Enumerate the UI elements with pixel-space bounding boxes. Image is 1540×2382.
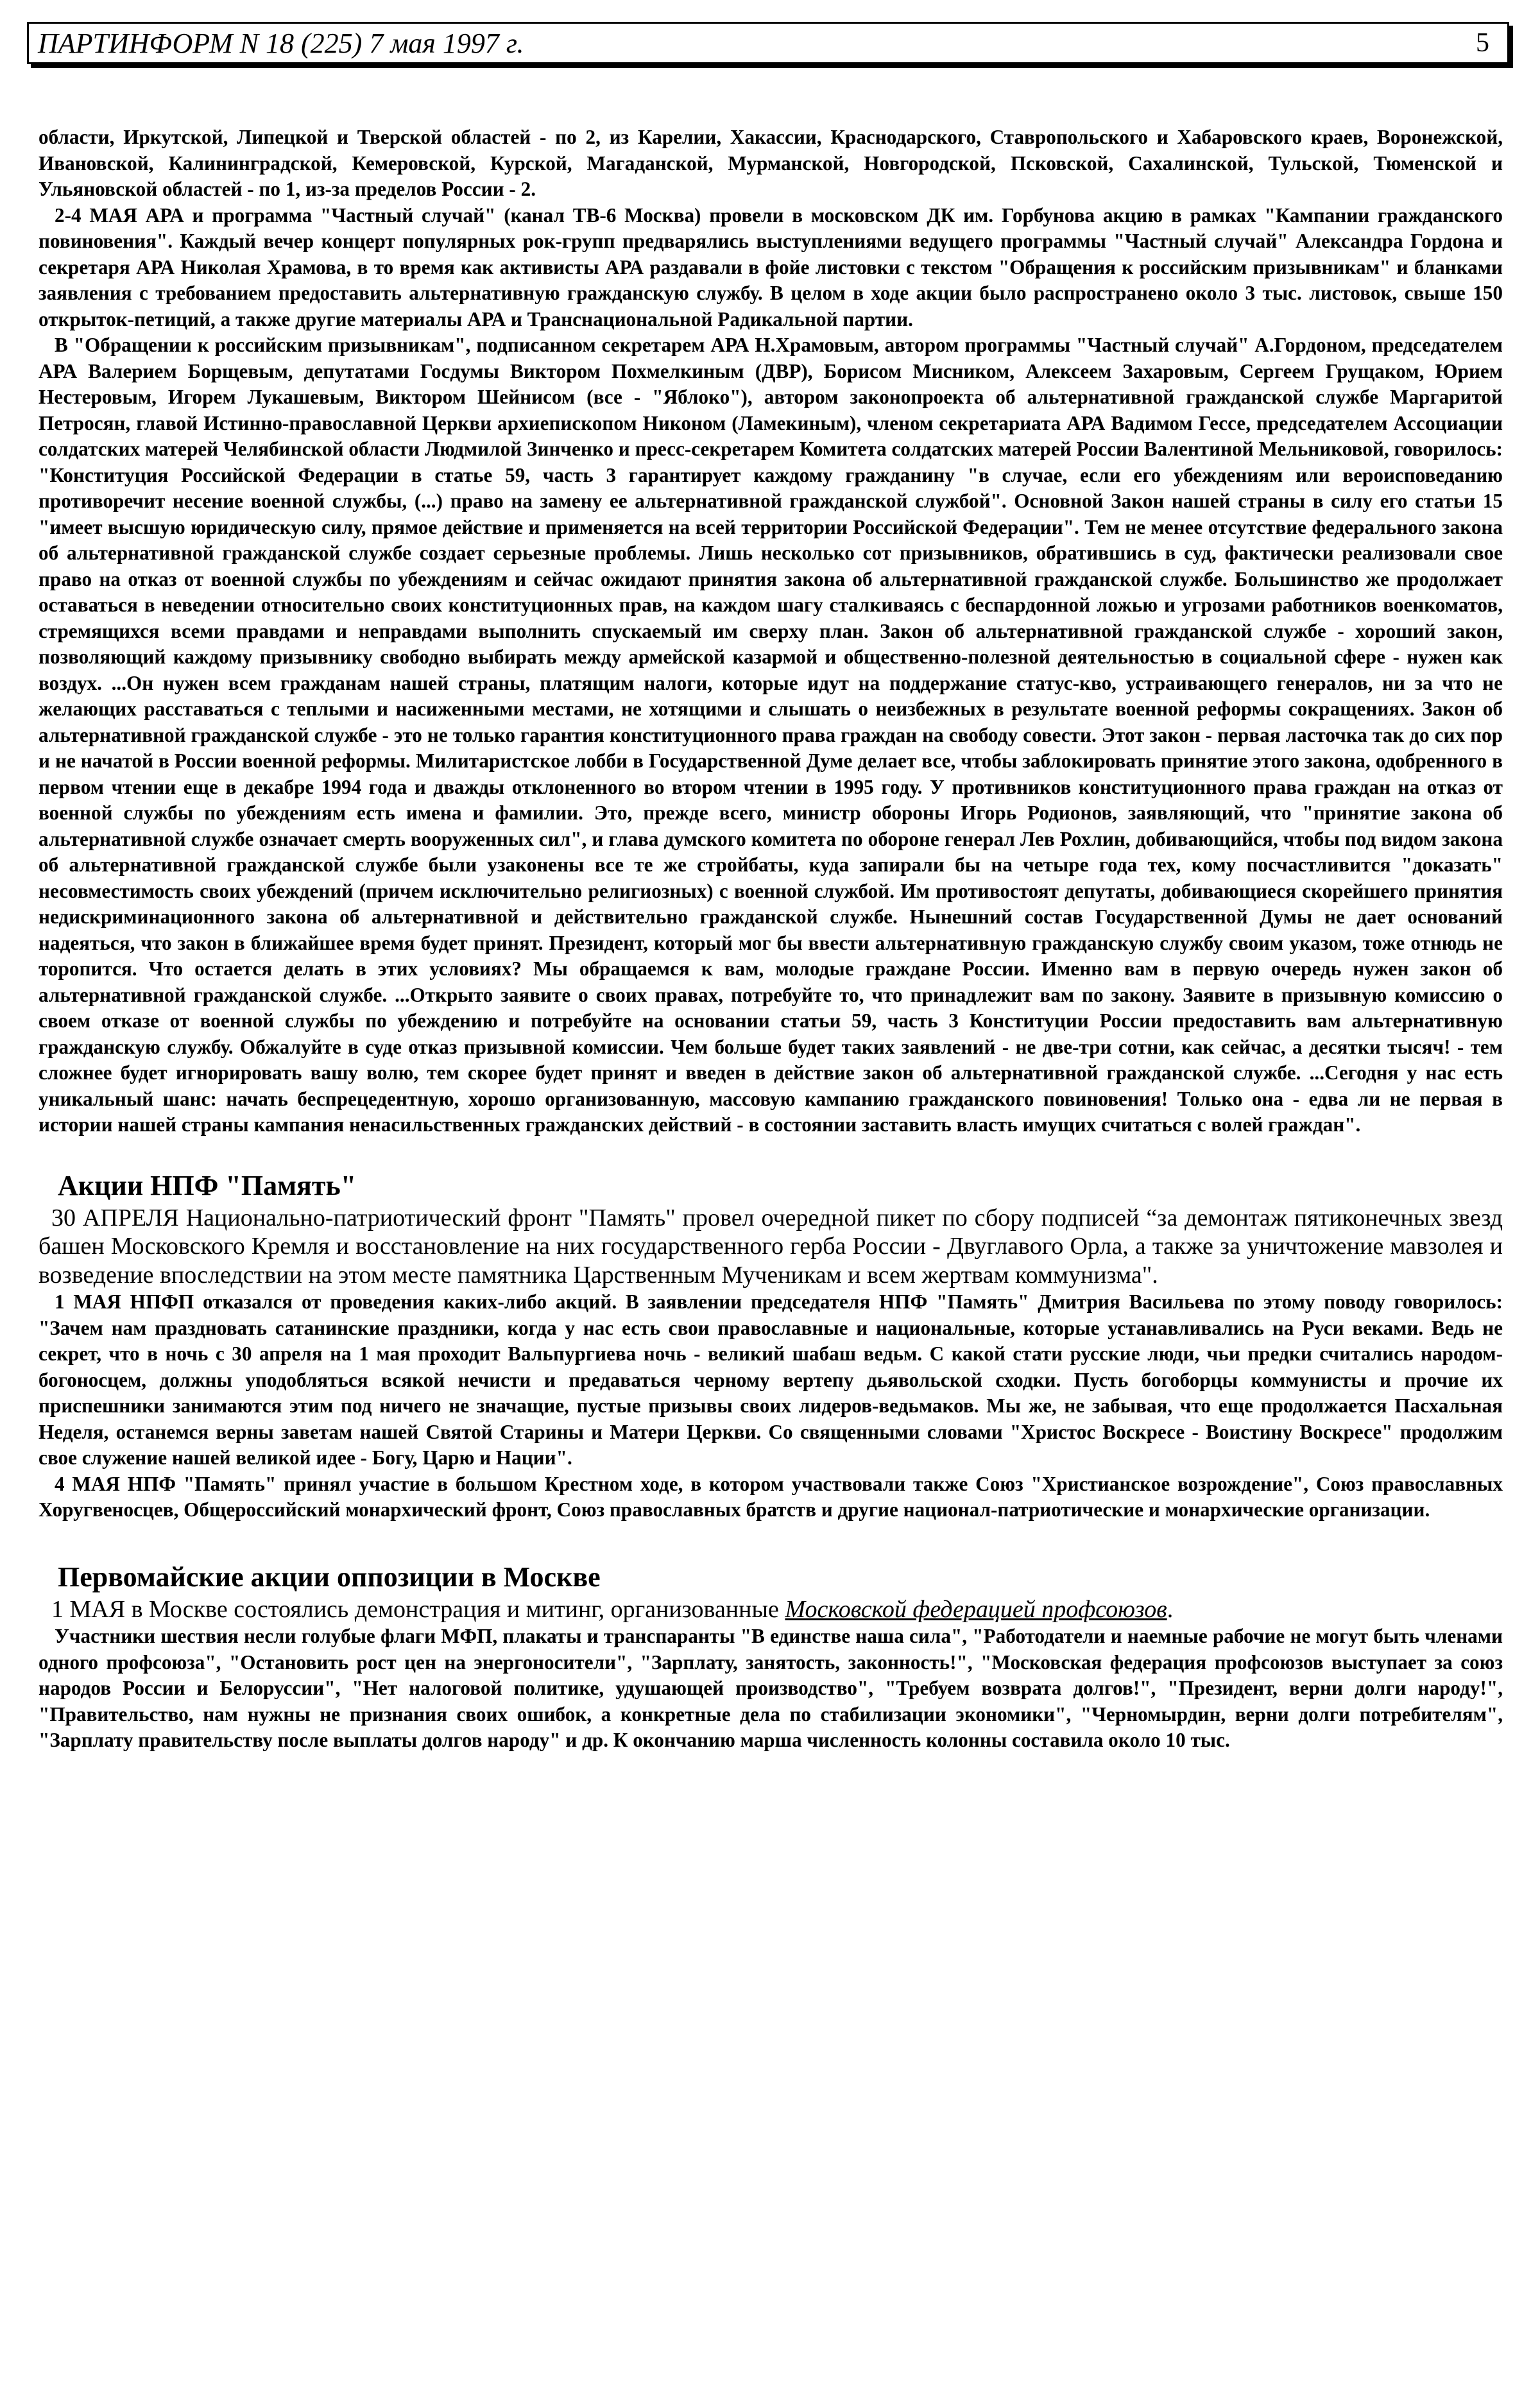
article2-paragraph: 1 МАЯ НПФП отказался от проведения каких-либо акций. В заявлении председателя НПФ "Память" Дмитрия Васильева по этому поводу говорилось: "Зачем нам праздновать сатанинские праздники, когда у нас есть свои православные и национальные, которые устанавливались на Руси веками. Ведь не секрет, что в ночь с 30 апреля на 1 мая проходит Вальпургиева ночь - великий шабаш ведьм. С какой стати русские люди, чьи предки считались народом-богоносцем, должны уподобляться всякой нечисти и предаваться черному вертепу дьявольской сходки. Пусть богоборцы коммунисты и прочие их приспешники занимаются этим под ничего не значащие, пустые призывы своих лидеров-ведьмаков. Мы же, не забывая, что еще продолжается Пасхальная Неделя, останемся верны заветам нашей Святой Старины и Матери Церкви. Со священными словами "Христос Воскресе - Воистину Воскресе" продолжим свое служение нашей великой идее - Богу, Царю и Нации". bbox=[38, 1290, 1503, 1469]
page-content bbox=[38, 124, 1503, 1754]
article3-lead bbox=[38, 1595, 1503, 1624]
page-header bbox=[27, 22, 1509, 64]
article3-lead-end: . bbox=[1167, 1595, 1174, 1623]
section-heading-pamyat: Акции НПФ "Память" bbox=[58, 1169, 357, 1201]
section-heading-may-day: Первомайские акции оппозиции в Москве bbox=[58, 1561, 601, 1593]
article2-lead: 30 АПРЕЛЯ Национально-патриотический фронт "Память" провел очередной пикет по сбору подписей “за демонтаж пятиконечных звезд башен Московского Кремля и восстановление на них государственного герба России - Двуглавого Орла, а также за уничтожение мавзолея и возведение впоследствии на этом месте памятника Царственным Мученикам и всем жертвам коммунизма". bbox=[38, 1204, 1503, 1289]
article1-paragraph: 2-4 МАЯ АРА и программа "Частный случай" (канал ТВ-6 Москва) провели в московском ДК им. Горбунова акцию в рамках "Кампании гражданского повиновения". Каждый вечер концерт популярных рок-групп предварялись выступлениями ведущего программы "Частный случай" Александра Гордона и секретаря АРА Николая Храмова, в то время как активисты АРА раздавали в фойе листовки с текстом "Обращения к российским призывникам" и бланками заявления с требованием предоставить альтернативную гражданскую службу. В целом в ходе акции было распространено около 3 тыс. листовок, свыше 150 открыток-петиций, а также другие материалы АРА и Транснациональной Радикальной партии. bbox=[38, 203, 1503, 330]
article3-paragraph: Участники шествия несли голубые флаги МФП, плакаты и транспаранты "В единстве наша сила", "Работодатели и наемные рабочие не могут быть членами одного профсоюза", "Остановить рост цен на энергоносители", "Зарплату, занятость, законность!", "Московская федерация профсоюзов выступает за союз народов России и Белоруссии", "Нет налоговой политике, удушающей производство", "Требуем возврата долгов!", "Президент, верни долги народу!", "Правительство, нам нужны не признания своих ошибок, а конкретные дела по стабилизации экономики", "Черномырдин, верни долги потребителям", "Зарплату правительству после выплаты долгов народу" и др. К окончанию марша численность колонны составила около 10 тыс. bbox=[38, 1625, 1503, 1751]
page-number: 5 bbox=[1476, 28, 1489, 58]
article3-lead-text: 1 МАЯ в Москве состоялись демонстрация и митинг, организованные bbox=[51, 1595, 785, 1623]
article1-paragraph: В "Обращении к российским призывникам", подписанном секретарем АРА Н.Храмовым, автором программы "Частный случай" А.Гордоном, председателем АРА Валерием Борщевым, депутатами Госдумы Виктором Похмелкиным (ДВР), Борисом Мисником, Алексеем Захаровым, Сергеем Грущаком, Юрием Нестеровым, Игорем Лукашевым, Виктором Шейнисом (все - "Яблоко"), автором законопроекта об альтернативной гражданской службе Маргаритой Петросян, главой Истинно-православной Церкви архиепископом Никоном (Ламекиным), членом секретариата АРА Вадимом Гессе, председателем Ассоциации солдатских матерей Челябинской области Людмилой Зинченко и пресс-секретарем Комитета солдатских матерей России Валентиной Мельниковой, говорилось: "Конституция Российской Федерации в статье 59, часть 3 гарантирует каждому гражданину "в случае, если его убеждениям или вероисповеданию противоречит несение военной службы, (...) право на замену ее альтернативной гражданской службой". Основной Закон нашей страны в силу его статьи 15 "имеет высшую юридическую силу, прямое действие и применяется на всей территории Российской Федерации". Тем не менее отсутствие федерального закона об альтернативной гражданской службе создает серьезные проблемы. Лишь несколько сот призывников, обратившись в суд, фактически реализовали свое право на отказ от военной службы по убеждениям и сейчас ожидают принятия закона об альтернативной гражданской службе. Большинство же продолжает оставаться в неведении относительно своих конституционных прав, на каждом шагу сталкиваясь с беспардонной ложью и угрозами работников военкоматов, стремящихся всеми правдами и неправдами выполнить спускаемый им сверху план. Закон об альтернативной гражданской службе - хороший закон, позволяющий каждому призывнику свободно выбирать между армейской казармой и общественно-полезной деятельностью в социальной сфере - нужен как воздух. ...Он нужен всем гражданам нашей страны, платящим налоги, которые идут на поддержание статус-кво, устраивающего генералов, ни за что не желающих расставаться с теплыми и насиженными местами, не хотящими и слышать о неизбежных в результате военной реформы сокращениях. Закон об альтернативной гражданской службе - это не только гарантия конституционного права граждан на свободу совести. Этот закон - первая ласточка так до сих пор и не начатой в России военной реформы. Милитаристское лобби в Государственной Думе делает все, чтобы заблокировать принятие этого закона, одобренного в первом чтении еще в декабре 1994 года и дважды отклоненного во втором чтении в 1995 году. У противников конституционного права граждан на отказ от военной службы по убеждениям есть имена и фамилии. Это, прежде всего, министр обороны Игорь Родионов, заявляющий, что "принятие закона об альтернативной службе означает смерть вооруженных сил", и глава думского комитета по обороне генерал Лев Рохлин, добивающийся, чтобы под видом закона об альтернативной гражданской службе были узаконены все те же стройбаты, куда запирали бы на четыре года тех, кому посчастливится "доказать" несовместимость своих убеждений (причем исключительно религиозных) с военной службой. Им противостоят депутаты, добивающиеся скорейшего принятия недискриминационного закона об альтернативной и действительно гражданской службе. Нынешний состав Государственной Думы не дает оснований надеяться, что закон в ближайшее время будет принят. Президент, который мог бы ввести альтернативную гражданскую службу своим указом, тоже отнюдь не торопится. Что остается делать в этих условиях? Мы обращаемся к вам, молодые граждане России. Именно вам в первую очередь нужен закон об альтернативной гражданской службе. ...Открыто заявите о своих правах, потребуйте то, что принадлежит вам по закону. Заявите в призывную комиссию о своем отказе от военной службы по убеждению и потребуйте на основании статьи 59, часть 3 Конституции России предоставить вам альтернативную гражданскую службу. Обжалуйте в суде отказ призывной комиссии. Чем больше будет таких заявлений - не две-три сотни, как сейчас, а десятки тысяч! - тем сложнее будет игнорировать вашу волю, тем скорее будет принят и введен в действие закон об альтернативной гражданской службе. ...Сегодня у нас есть уникальный шанс: начать беспрецедентную, хорошо организованную, массовую кампанию гражданского повиновения! Только она - едва ли не первая в истории нашей страны кампания ненасильственных гражданских действий - в состоянии заставить власть имущих считаться с волей граждан". bbox=[38, 334, 1503, 1136]
article2-paragraph: 4 МАЯ НПФ "Память" принял участие в большом Крестном ходе, в котором участвовали также Союз "Христианское возрождение", Союз православных Хоругвеносцев, Общероссийский монархический фронт, Союз православных братств и другие национал-патриотические и монархические организации. bbox=[38, 1472, 1503, 1521]
article1-paragraph: области, Иркутской, Липецкой и Тверской областей - по 2, из Карелии, Хакассии, Краснодарского, Ставропольского и Хабаровского краев, Воронежской, Ивановской, Калининградской, Кемеровской, Курской, Магаданской, Мурманской, Новгородской, Псковской, Сахалинской, Тульской, Тюменской и Ульяновской областей - по 1, из-за пределов России - 2. bbox=[38, 126, 1503, 200]
mfp-link[interactable]: Московской федерацией профсоюзов bbox=[785, 1595, 1167, 1623]
newsletter-title: ПАРТИНФОРМ N 18 (225) 7 мая 1997 г. bbox=[38, 27, 524, 59]
